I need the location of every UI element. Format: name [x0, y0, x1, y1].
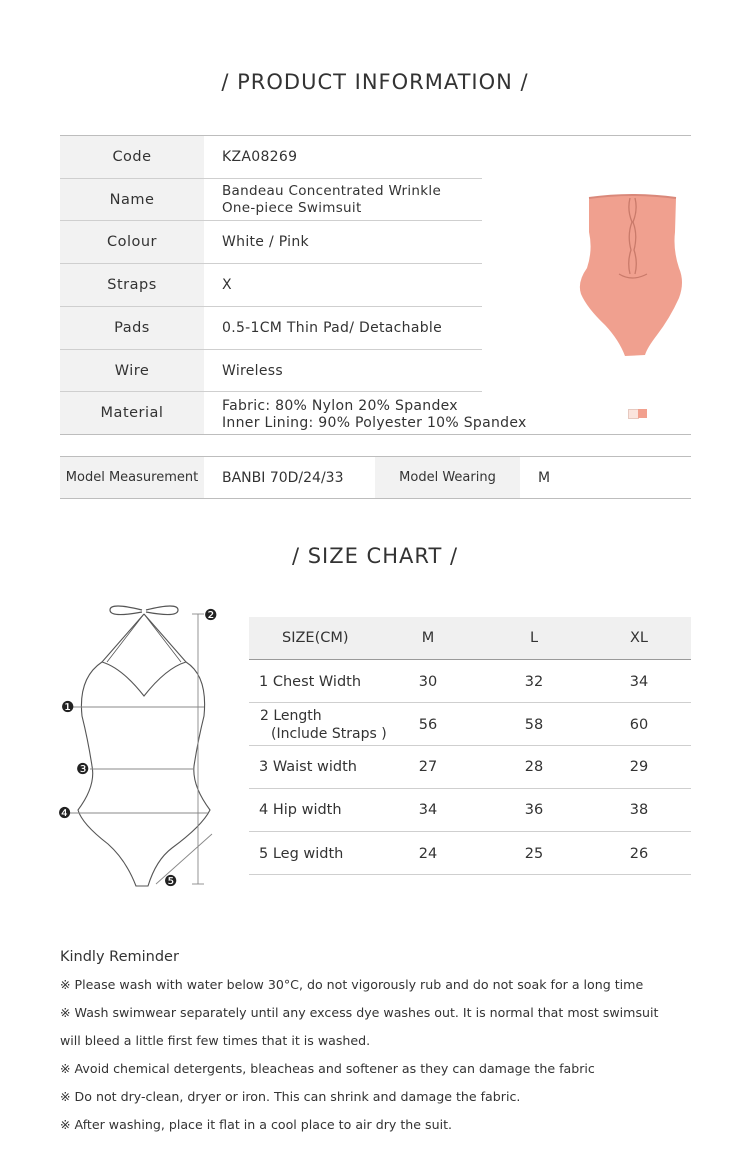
- table-bottom-rule: [60, 434, 691, 435]
- chart-divider: [249, 702, 691, 703]
- swatch-pink: [638, 409, 647, 418]
- label-colour: Colour: [60, 221, 204, 263]
- chart-cell-m: 24: [418, 846, 438, 862]
- chart-cell-xl: 38: [629, 802, 649, 818]
- chart-cell-xl: 29: [629, 759, 649, 775]
- halter-bow: [146, 606, 178, 615]
- chart-row-name: 5 Leg width: [259, 846, 344, 862]
- value-colour: White / Pink: [222, 234, 309, 250]
- value-name-line2: One-piece Swimsuit: [222, 200, 362, 216]
- header-size: SIZE(CM): [282, 630, 349, 646]
- value-material-line1: Fabric: 80% Nylon 20% Spandex: [222, 398, 458, 414]
- label-wire: Wire: [60, 350, 204, 391]
- header-m: M: [421, 630, 435, 646]
- reminder-title: Kindly Reminder: [60, 949, 179, 965]
- halter-strap: [102, 614, 186, 662]
- model-measurement-value: BANBI 70D/24/33: [222, 469, 344, 486]
- chart-cell-m: 34: [418, 802, 438, 818]
- chart-cell-m: 30: [418, 674, 438, 690]
- reminder-item: ※ Wash swimwear separately until any excess dye washes out. It is normal that most swimsuit: [60, 1005, 659, 1020]
- value-name-line1: Bandeau Concentrated Wrinkle: [222, 183, 442, 199]
- chart-row-name: 4 Hip width: [259, 802, 342, 818]
- chart-cell-l: 25: [524, 846, 544, 862]
- halter-bow: [110, 606, 142, 615]
- chart-row-name: [260, 707, 387, 743]
- chart-row-name: 1 Chest Width: [259, 674, 362, 690]
- reminder-item: ※ Avoid chemical detergents, bleacheas and softener as they can damage the fabric: [60, 1061, 595, 1076]
- chart-divider: [249, 831, 691, 832]
- reminder-item: ※ After washing, place it flat in a cool place to air dry the suit.: [60, 1117, 453, 1132]
- reminder-item: will bleed a little first few times that it is washed.: [60, 1033, 371, 1048]
- chart-cell-l: 28: [524, 759, 544, 775]
- model-wearing-label: Model Wearing: [375, 457, 520, 498]
- chart-cell-l: 58: [524, 717, 544, 733]
- value-material-line2: Inner Lining: 90% Polyester 10% Spandex: [222, 415, 527, 431]
- marker-5: ❺: [164, 872, 178, 890]
- label-name: Name: [60, 179, 204, 220]
- value-pads: 0.5-1CM Thin Pad/ Detachable: [222, 320, 443, 336]
- swimsuit-outline: [78, 662, 210, 886]
- value-code: KZA08269: [222, 149, 298, 165]
- header-xl: XL: [629, 630, 648, 646]
- size-chart-title: / SIZE CHART /: [291, 544, 459, 568]
- model-measurement-label: Model Measurement: [60, 457, 204, 498]
- chart-cell-l: 36: [524, 802, 544, 818]
- halter-strap: [107, 614, 181, 662]
- chart-divider: [249, 874, 691, 875]
- chart-row-name-line2: (Include Straps ): [271, 726, 387, 742]
- chart-cell-m: 56: [418, 717, 438, 733]
- header-l: L: [529, 630, 539, 646]
- swimsuit-measurement-diagram: [52, 598, 230, 898]
- label-pads: Pads: [60, 307, 204, 349]
- chart-cell-xl: 34: [629, 674, 649, 690]
- chart-cell-xl: 60: [629, 717, 649, 733]
- marker-2: ❷: [204, 606, 218, 624]
- chart-row-name: 3 Waist width: [259, 759, 357, 775]
- reminder-item: ※ Do not dry-clean, dryer or iron. This can shrink and damage the fabric.: [60, 1089, 521, 1104]
- chart-row-name-line1: 2 Length: [260, 708, 322, 724]
- product-information-title: / PRODUCT INFORMATION /: [221, 70, 529, 94]
- reminder-item: ※ Please wash with water below 30°C, do not vigorously rub and do not soak for a long time: [60, 977, 644, 992]
- marker-4: ❹: [58, 804, 72, 822]
- marker-1: ❶: [61, 698, 75, 716]
- label-material: Material: [60, 392, 204, 434]
- value-wire: Wireless: [222, 362, 283, 379]
- value-straps: X: [222, 277, 232, 293]
- chart-cell-xl: 26: [629, 846, 649, 862]
- value-material: [222, 398, 562, 432]
- chart-cell-m: 27: [418, 759, 438, 775]
- label-code: Code: [60, 136, 204, 178]
- label-straps: Straps: [60, 264, 204, 306]
- swimsuit-product-image: [575, 190, 690, 360]
- chart-cell-l: 32: [524, 674, 544, 690]
- value-name: [222, 183, 482, 217]
- model-bottom-rule: [60, 498, 691, 499]
- model-wearing-value: M: [538, 469, 551, 486]
- marker-3: ❸: [76, 760, 90, 778]
